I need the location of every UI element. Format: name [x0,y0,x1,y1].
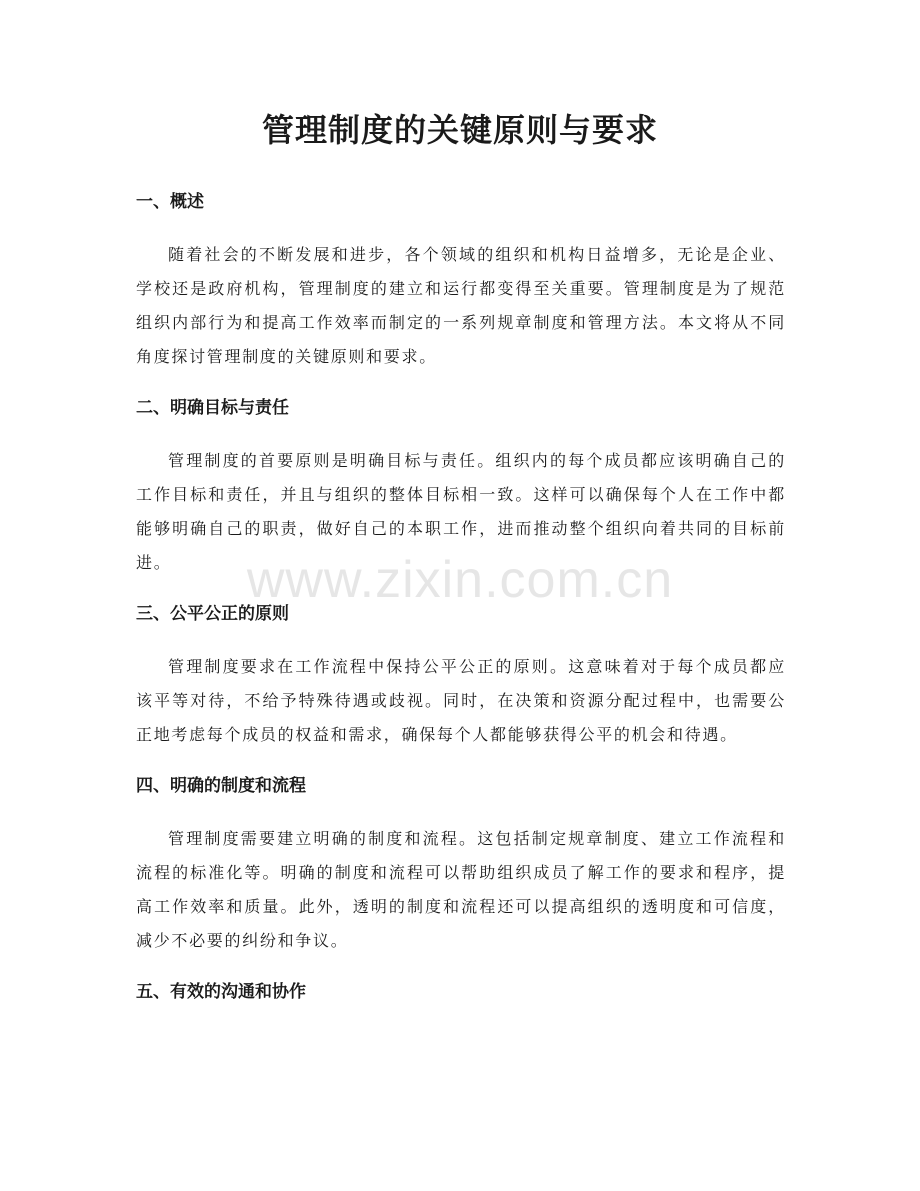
section-body-fairness: 管理制度要求在工作流程中保持公平公正的原则。这意味着对于每个成员都应该平等对待，不给予特殊待遇或歧视。同时，在决策和资源分配过程中，也需要公正地考虑每个成员的权益和需求，确保每个人都能够获得公平的机会和待遇。 [136,657,786,744]
section-heading-fairness: 三、公平公正的原则 [136,604,289,624]
document-title: 管理制度的关键原则与要求 [261,111,658,149]
section-body-process: 管理制度需要建立明确的制度和流程。这包括制定规章制度、建立工作流程和流程的标准化等。明确的制度和流程可以帮助组织成员了解工作的要求和程序，提高工作效率和质量。此外，透明的制度和流程还可以提高组织的透明度和可信度，减少不必要的纠纷和争议。 [136,829,786,950]
section-body-goals: 管理制度的首要原则是明确目标与责任。组织内的每个成员都应该明确自己的工作目标和责任，并且与组织的整体目标相一致。这样可以确保每个人在工作中都能够明确自己的职责，做好自己的本职工作，进而推动整个组织向着共同的目标前进。 [136,451,786,572]
document-content [136,182,786,1012]
section-heading-goals: 二、明确目标与责任 [136,398,289,418]
section-body-overview: 随着社会的不断发展和进步，各个领域的组织和机构日益增多，无论是企业、学校还是政府机构，管理制度的建立和运行都变得至关重要。管理制度是为了规范组织内部行为和提高工作效率而制定的一系列规章制度和管理方法。本文将从不同角度探讨管理制度的关键原则和要求。 [136,245,786,366]
watermark: www.zixin.com.cn [246,551,674,609]
section-heading-process: 四、明确的制度和流程 [136,776,306,796]
section-heading-overview: 一、概述 [136,192,204,212]
section-heading-communication: 五、有效的沟通和协作 [136,982,306,1002]
